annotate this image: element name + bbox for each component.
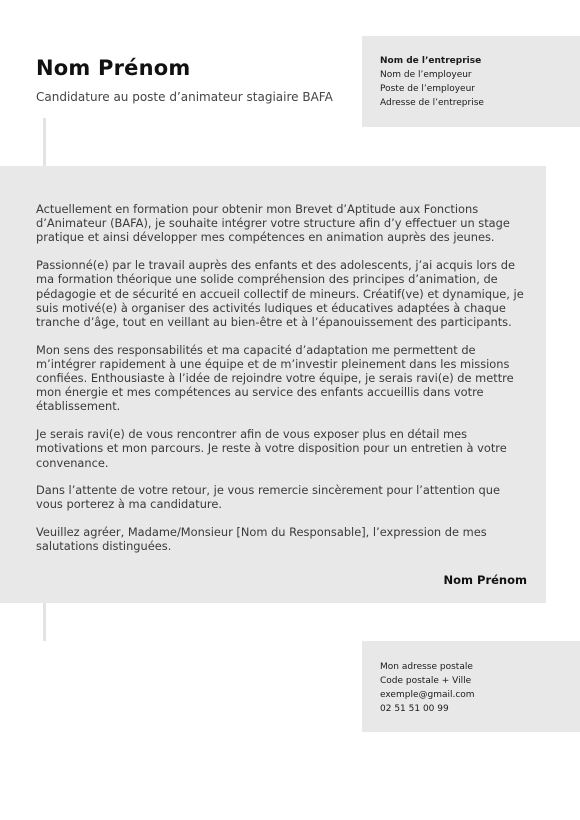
employer-name: Nom de l’employeur	[380, 70, 472, 80]
postal-address: Mon adresse postale	[380, 662, 473, 672]
letter-body	[0, 166, 546, 603]
employer-info-block	[362, 36, 580, 127]
decorative-line-bottom	[43, 603, 46, 641]
company-name: Nom de l’entreprise	[380, 56, 482, 66]
letter-paragraph: Dans l’attente de votre retour, je vous remercie sincèrement pour l’attention que vous porterez à ma candidature.	[36, 483, 500, 512]
letter-paragraph: Actuellement en formation pour obtenir mon Brevet d’Aptitude aux Fonctions d’Animateur (BAFA), je souhaite intégrer votre structure afin d’y effectuer un stage pratique et ainsi développer mes compétences en animation auprès des jeunes.	[36, 202, 510, 245]
letter-paragraph: Je serais ravi(e) de vous rencontrer afin de vous exposer plus en détail mes motivations et mon parcours. Je reste à votre disposition pour un entretien à votre convenance.	[36, 427, 507, 470]
letter-paragraph: Passionné(e) par le travail auprès des enfants et des adolescents, j’ai acquis lors de ma formation théorique une solide compréhension des principes d’animation, de pédagogie et de sécurité en accueil collectif de mineurs. Créatif(ve) et dynamique, je suis motivé(e) à organiser des activités ludiques et éducatives adaptées à chaque tranche d’âge, tout en veillant au bien-être et à l’épanouissement des participants.	[36, 258, 524, 329]
decorative-line-top	[43, 118, 46, 166]
phone-number: 02 51 51 00 99	[380, 704, 449, 714]
postal-code-city: Code postale + Ville	[380, 676, 472, 686]
employer-position: Poste de l’employeur	[380, 84, 475, 94]
contact-info-block	[362, 641, 580, 732]
letter-paragraph: Mon sens des responsabilités et ma capacité d’adaptation me permettent de m’intégrer rapidement à une équipe et de m’investir pleinement dans les missions confiées. Enthousiaste à l’idée de rejoindre votre équipe, je serais ravi(e) de mettre mon énergie et mes compétences au service des enfants accueillis dans votre établissement.	[36, 342, 514, 414]
email-address: exemple@gmail.com	[380, 690, 475, 700]
company-address: Adresse de l’entreprise	[380, 98, 484, 108]
applicant-name: Nom Prénom	[36, 56, 191, 80]
application-subtitle: Candidature au poste d’animateur stagiaire BAFA	[36, 90, 333, 104]
letter-paragraph: Veuillez agréer, Madame/Monsieur [Nom du Responsable], l’expression de mes salutations distinguées.	[36, 525, 487, 554]
signature-name: Nom Prénom	[443, 573, 527, 587]
